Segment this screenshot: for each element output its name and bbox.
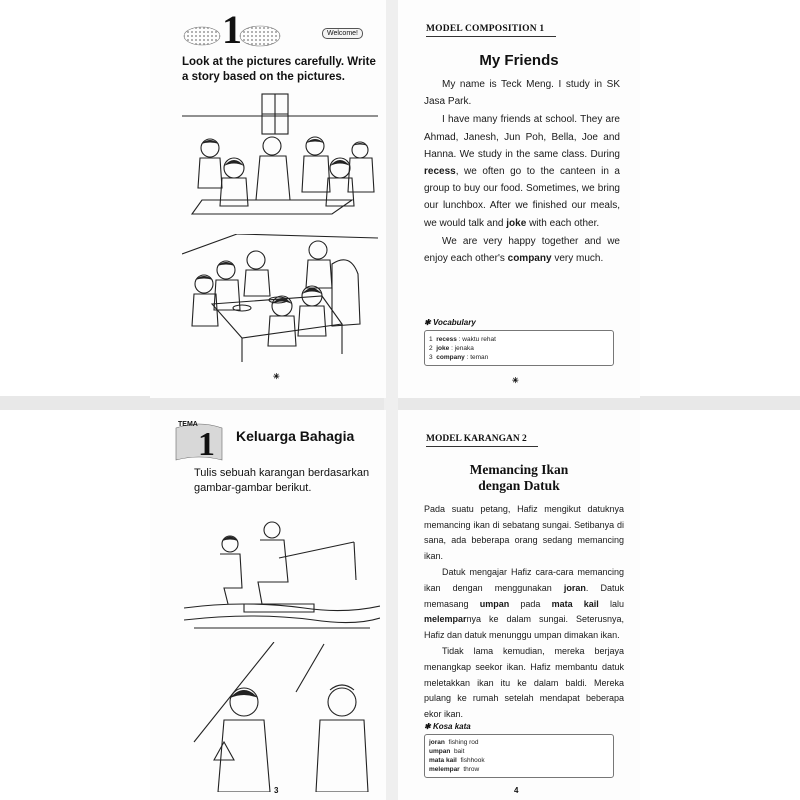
page-top-left	[150, 0, 386, 398]
paragraph-2: I have many friends at school. They are Ahmad, Janesh, Jun Poh, Bella, Joe and Hanna. We study in the same class. During recess, we often go to the canteen in a group to buy our food. Sometimes, we bring our lunchbox. After we finished our meals, we would talk and joke with each other.	[424, 114, 620, 229]
fishing-riverbank-illustration	[184, 508, 380, 638]
vocabulary-box	[424, 734, 614, 778]
canteen-illustration	[182, 234, 378, 364]
spread-gap	[0, 396, 800, 410]
lesson-badge	[182, 7, 382, 52]
vocabulary-label: ✱ Vocabulary	[424, 318, 476, 327]
page-number: ✳	[512, 376, 519, 385]
composition-body	[424, 502, 624, 723]
vocab-item: 2 joke : jenaka	[429, 345, 474, 352]
gutter	[384, 0, 398, 800]
paragraph-1: My name is Teck Meng. I study in SK Jasa Park.	[424, 79, 620, 108]
page-number: 3	[274, 786, 279, 795]
vocab-item: 3 company : teman	[429, 354, 489, 361]
composition-title: My Friends	[479, 52, 559, 69]
paragraph-2: Datuk mengajar Hafiz cara-cara memancing ikan dengan menggunakan joran. Datuk memasang umpan pada mata kail lalu melemparnya ke dalam sungai. Seterusnya, Hafiz dan datuk menunggu umpan dimakan ikan.	[424, 567, 624, 640]
vocab-item: 1 recess : waktu rehat	[429, 336, 496, 343]
composition-title: Memancing Ikan dengan Datuk	[469, 462, 569, 493]
welcome-tag: Welcome!	[322, 28, 363, 39]
vocab-item: joran fishing rod	[429, 739, 479, 746]
vocab-item: umpan bait	[429, 748, 465, 755]
heading-rule	[426, 36, 556, 37]
vocabulary-box	[424, 330, 614, 366]
section-heading: MODEL KARANGAN 2	[426, 434, 527, 444]
page-top-right	[398, 0, 640, 398]
tema-label: TEMA	[178, 421, 198, 428]
page-bottom-right	[398, 410, 640, 800]
boy-grandfather-illustration	[184, 642, 380, 792]
section-heading: MODEL COMPOSITION 1	[426, 24, 545, 34]
instruction-text: Tulis sebuah karangan berdasarkan gambar-gambar berikut.	[194, 467, 370, 494]
instruction-text: Look at the pictures carefully. Write a story based on the pictures.	[182, 56, 376, 83]
vocabulary-label: ✱ Kosa kata	[424, 722, 471, 731]
tema-badge	[174, 420, 224, 464]
paragraph-1: Pada suatu petang, Hafiz mengikut datuknya memancing ikan di sebatang sungai. Setibanya di sana, ada beberapa orang sedang memancing ikan.	[424, 504, 624, 561]
tema-number: 1	[198, 426, 215, 463]
page-number: 4	[514, 786, 519, 795]
lesson-number: 1	[222, 7, 242, 52]
vocab-item: mata kail fishhook	[429, 757, 485, 764]
tema-title: Keluarga Bahagia	[236, 428, 355, 444]
vocab-item: melempar throw	[429, 766, 480, 773]
page-bottom-left	[150, 410, 386, 800]
friends-classroom-illustration	[182, 88, 378, 220]
paragraph-3: Tidak lama kemudian, mereka berjaya menangkap seekor ikan. Hafiz membantu datuk meletakkan ikan itu ke dalam baldi. Mereka pulang ke rumah setelah mendapat beberapa ekor ikan.	[424, 646, 624, 719]
heading-rule	[426, 446, 538, 447]
paragraph-3: We are very happy together and we enjoy each other's company very much.	[424, 235, 620, 265]
composition-body	[424, 76, 620, 268]
page-number: ✳	[273, 372, 280, 381]
